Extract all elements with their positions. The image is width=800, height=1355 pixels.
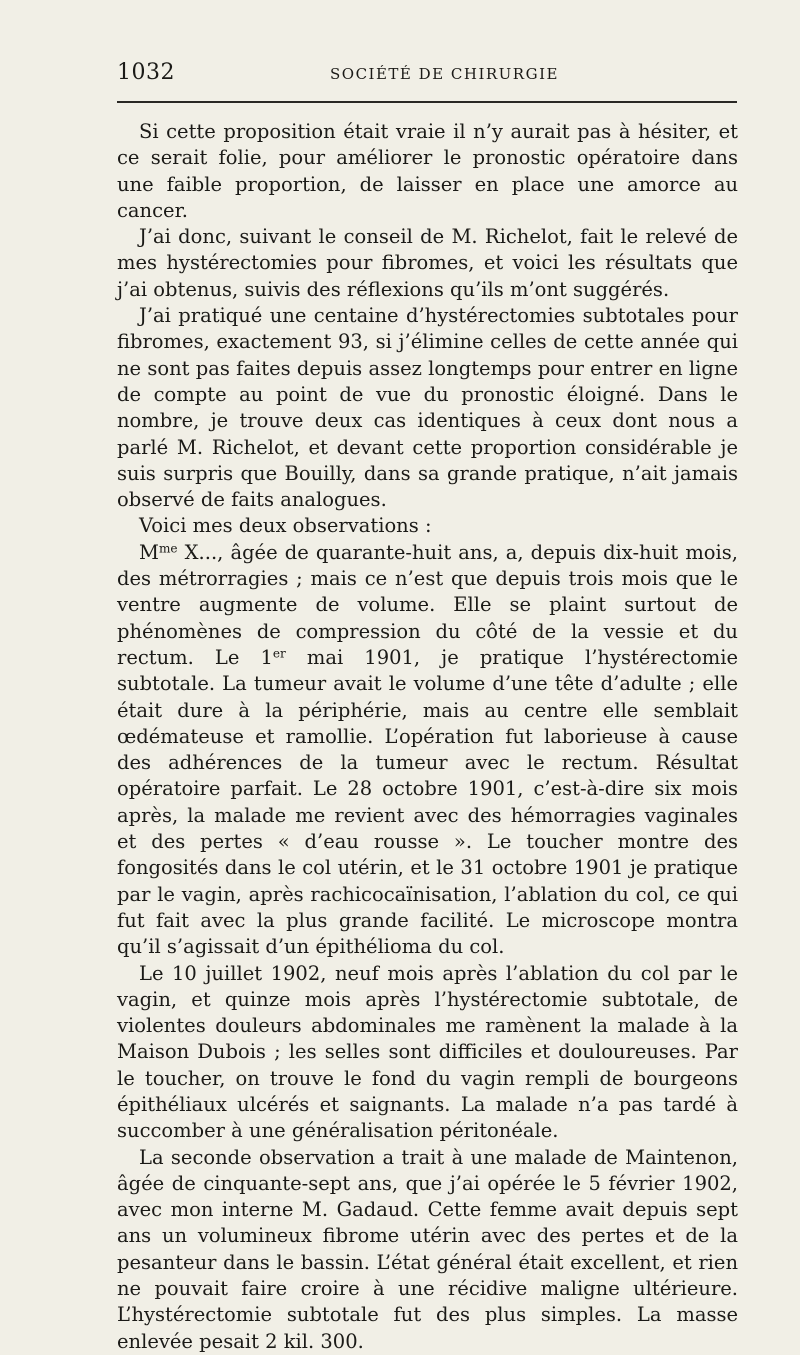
- header-rule: [117, 101, 737, 103]
- page-number: 1032: [117, 60, 175, 85]
- paragraph-observation-2: La seconde observation a trait à une malade de Maintenon, âgée de cinquante-sept ans, que j’ai opérée le 5 février 1902, avec mon interne M. Gadaud. Cette femme avait depuis sept ans un volumineux fibrome utérin avec des pertes et de la pesanteur dans le bassin. L’état général était excellent, et rien ne pouvait faire croire à une récidive maligne ultérieure. L’hystérectomie subtotale fut des plus simples. La masse enlevée pesait 2 kil. 300.: [117, 1145, 738, 1353]
- obs1-text-before-date: X..., âgée de quarante-huit ans, a, depuis dix-huit mois, des métrorragies ; mais ce n’est que depuis trois mois que le ventre augmente de volume. Elle se plaint surtout de phénomènes de compression du côté de la vessie et du rectum. Le 1: [117, 540, 738, 669]
- page-header: [117, 60, 737, 88]
- obs1-title-sup: me: [158, 541, 178, 556]
- paragraph-statistics: J’ai pratiqué une centaine d’hystérectomies subtotales pour fibromes, exactement 93, si j’élimine celles de cette année qui ne sont pas faites depuis assez longtemps pour entrer en ligne de compte au point de vue du pronostic éloigné. Dans le nombre, je trouve deux cas identiques à ceux dont nous a parlé M. Richelot, et devant cette proportion considérable je suis surpris que Bouilly, dans sa grande pratique, n’ait jamais observé de faits analogues.: [117, 304, 738, 512]
- obs1-text-after-date: mai 1901, je pratique l’hystérectomie subtotale. La tumeur avait le volume d’une tête d’adulte ; elle était dure à la périphérie, mais au centre elle semblait œdémateuse et ramollie. L’opération fut laborieuse à cause des adhérences de la tumeur avec le rectum. Résultat opératoire parfait. Le 28 octobre 1901, c’est-à-dire six mois après, la malade me revient avec des hémorragies vaginales et des pertes « d’eau rousse ». Le toucher montre des fongosités dans le col utérin, et le 31 octobre 1901 je pratique par le vagin, après rachicocaïnisation, l’ablation du col, ce qui fut fait avec la plus grande facilité. Le microscope montra qu’il s’agissait d’un épithélioma du col.: [117, 645, 738, 959]
- paragraph-observation-1-followup: Le 10 juillet 1902, neuf mois après l’ablation du col par le vagin, et quinze mois après l’hystérectomie subtotale, de violentes douleurs abdominales me ramènent la malade à la Maison Dubois ; les selles sont difficiles et douloureuses. Par le toucher, on trouve le fond du vagin rempli de bourgeons épithéliaux ulcérés et saignants. La malade n’a pas tardé à succomber à une généralisation péritonéale.: [117, 961, 738, 1143]
- text-body: [117, 119, 738, 1355]
- paragraph-observation-1: [117, 540, 738, 961]
- paragraph-proposition: Si cette proposition était vraie il n’y aurait pas à hésiter, et ce serait folie, pour améliorer le pronostic opératoire dans une faible proportion, de laisser en place une amorce au cancer.: [117, 120, 738, 222]
- paragraph-observations-intro: Voici mes deux observations :: [139, 514, 432, 538]
- obs1-date-sup: er: [272, 646, 286, 661]
- obs1-title-prefix: M: [139, 540, 159, 564]
- running-head: SOCIÉTÉ DE CHIRURGIE: [330, 65, 559, 83]
- paragraph-releve: J’ai donc, suivant le conseil de M. Richelot, fait le relevé de mes hystérectomies pour fibromes, et voici les résultats que j’ai obtenus, suivis des réflexions qu’ils m’ont suggérés.: [117, 225, 738, 301]
